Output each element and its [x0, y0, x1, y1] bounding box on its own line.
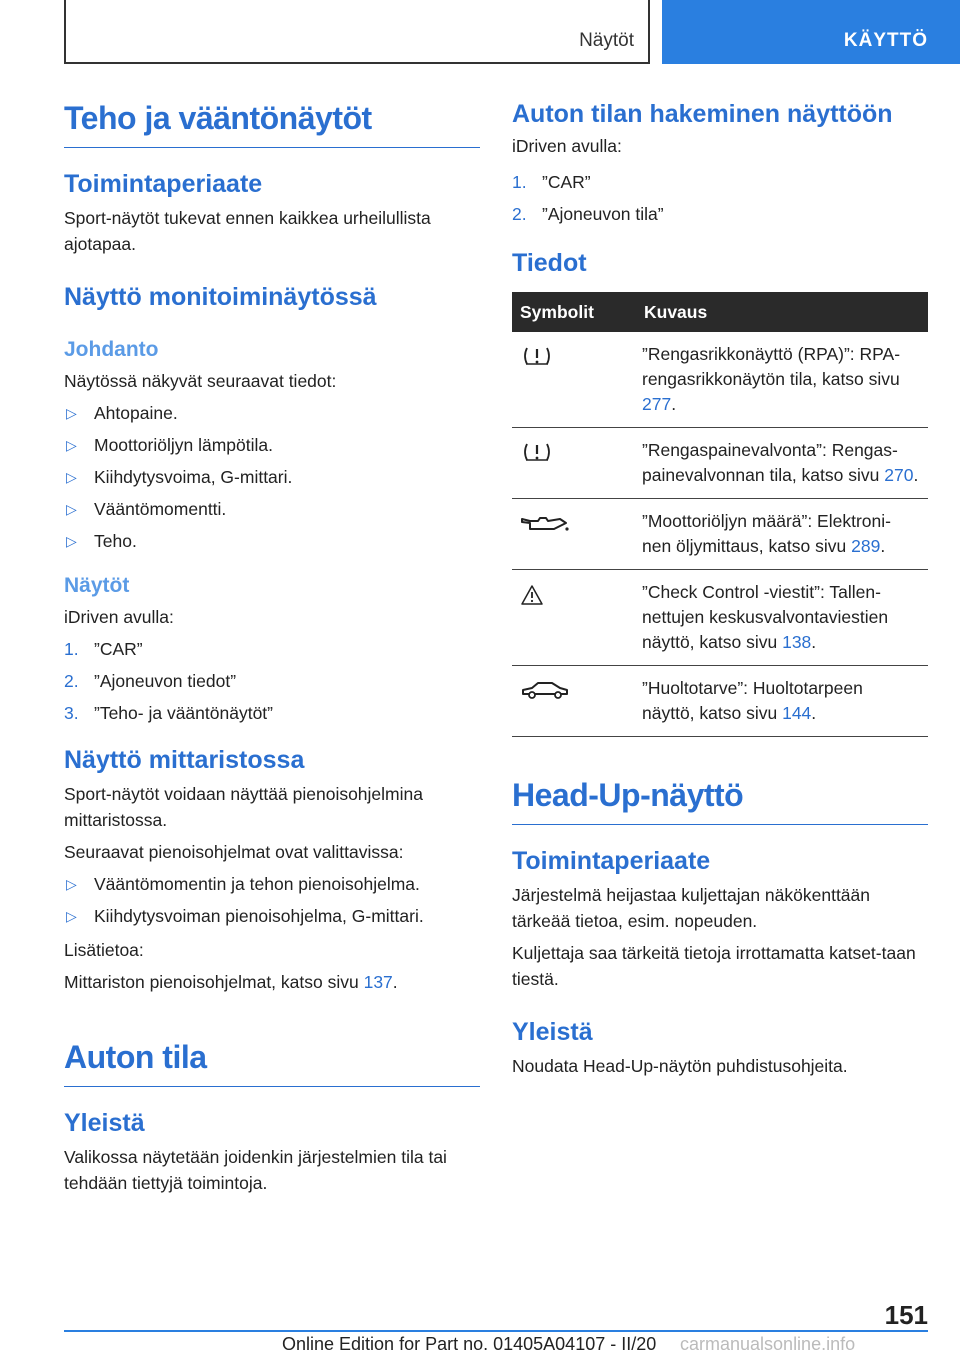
paragraph-lisatietoa: Lisätietoa: [64, 940, 144, 960]
bullet-triangle-icon: ▷ [66, 533, 77, 549]
watermark-text: carmanualsonline.info [680, 1334, 856, 1354]
bullet-triangle-icon: ▷ [66, 405, 77, 421]
heading-toimintaperiaate-hud: Toimintaperiaate [512, 847, 711, 875]
list-item: 3. ”Teho- ja vääntönäytöt” [64, 703, 273, 723]
heading-auton-tila: Auton tila [64, 1039, 480, 1087]
page-link-270[interactable]: 270 [884, 465, 914, 485]
paragraph-mittaristo-2: Seuraavat pienoisohjelmat ovat valittavissa: [64, 842, 404, 862]
heading-hakeminen: Auton tilan hakeminen näyttöön [512, 100, 893, 128]
list-item: 2. ”Ajoneuvon tiedot” [64, 671, 237, 691]
steps-auton-tila [512, 169, 928, 227]
warning-triangle-icon [520, 590, 544, 610]
tire-warning-icon [520, 446, 554, 466]
left-column [64, 100, 480, 1202]
list-item: 1. ”CAR” [64, 639, 143, 659]
list-item: ▷ Vääntömomentti. [64, 496, 480, 522]
list-item: 1. ”CAR” [512, 172, 591, 192]
page-link-137[interactable]: 137 [363, 972, 393, 992]
paragraph-idrive: iDriven avulla: [64, 607, 174, 627]
table-row: ”Rengasrikkonäyttö (RPA)”: RPA-rengasrikkonäytön tila, katso sivu 277. [512, 332, 928, 428]
heading-johdanto: Johdanto [64, 338, 159, 361]
list-item: ▷ Kiihdytysvoima, G-mittari. [64, 464, 480, 490]
table-header-symbolit: Symbolit [512, 292, 636, 332]
edition-text: Online Edition for Part no. 01405A04107 - II/20 [282, 1334, 657, 1354]
table-header-kuvaus: Kuvaus [636, 292, 928, 332]
paragraph-johdanto: Näytössä näkyvät seuraavat tiedot: [64, 371, 337, 391]
page-link-144[interactable]: 144 [782, 703, 812, 723]
paragraph-hud-2: Kuljettaja saa tärkeitä tietoja irrottamatta katset-taan tiestä. [512, 943, 916, 989]
paragraph-yleista: Valikossa näytetään joidenkin järjestelmien tila tai tehdään tiettyjä toimintoja. [64, 1147, 447, 1193]
heading-yleista-hud: Yleistä [512, 1018, 593, 1046]
page-link-277[interactable]: 277 [642, 394, 672, 414]
car-service-icon [520, 684, 570, 704]
list-monitoimi-tiedot [64, 400, 480, 554]
list-item: ▷ Ahtopaine. [64, 400, 480, 426]
bullet-triangle-icon: ▷ [66, 908, 77, 924]
bullet-triangle-icon: ▷ [66, 501, 77, 517]
paragraph-hud-3: Noudata Head-Up-näytön puhdistusohjeita. [512, 1056, 848, 1076]
right-column [512, 100, 928, 1085]
symbol-table [512, 292, 928, 737]
page-link-138[interactable]: 138 [782, 632, 812, 652]
paragraph-hud-1: Järjestelmä heijastaa kuljettajan näkökenttään tärkeää tietoa, esim. nopeuden. [512, 885, 870, 931]
list-item: ▷ Teho. [64, 528, 480, 554]
list-item: ▷ Kiihdytysvoiman pienoisohjelma, G-mittari. [64, 903, 480, 929]
tire-warning-icon [520, 350, 554, 370]
list-item: ▷ Vääntömomentin ja tehon pienoisohjelma. [64, 871, 480, 897]
heading-toimintaperiaate: Toimintaperiaate [64, 170, 263, 198]
list-pienoisohjelmat [64, 871, 480, 929]
bullet-triangle-icon: ▷ [66, 469, 77, 485]
heading-mittaristo: Näyttö mittaristossa [64, 746, 305, 774]
section-tab-label: Näytöt [579, 30, 634, 51]
heading-naytot: Näytöt [64, 574, 130, 597]
table-row: ”Moottoriöljyn määrä”: Elektroni-nen öljymittaus, katso sivu 289. [512, 499, 928, 570]
bullet-triangle-icon: ▷ [66, 876, 77, 892]
heading-teho: Teho ja vääntönäytöt [64, 100, 480, 148]
footer-rule [64, 1330, 928, 1332]
steps-naytot [64, 636, 480, 726]
bullet-triangle-icon: ▷ [66, 437, 77, 453]
heading-monitoiminaytto: Näyttö monitoiminäytössä [64, 283, 377, 311]
heading-head-up: Head-Up-näyttö [512, 777, 928, 825]
table-row: ”Check Control -viestit”: Tallen-nettujen keskusvalvontaviestien näyttö, katso sivu 138. [512, 570, 928, 666]
heading-yleista: Yleistä [64, 1109, 145, 1137]
paragraph-mittaristo-1: Sport-näytöt voidaan näyttää pienoisohjelmina mittaristossa. [64, 784, 423, 830]
chapter-tab [662, 0, 960, 64]
table-row: ”Rengaspainevalvonta”: Rengas-painevalvonnan tila, katso sivu 270. [512, 428, 928, 499]
list-item: ▷ Moottoriöljyn lämpötila. [64, 432, 480, 458]
page-number: 151 [884, 1300, 928, 1330]
section-tab [64, 0, 650, 64]
list-item: 2. ”Ajoneuvon tila” [512, 204, 664, 224]
paragraph-toimintaperiaate: Sport-näytöt tukevat ennen kaikkea urheilullista ajotapaa. [64, 208, 431, 254]
paragraph-idrive-right: iDriven avulla: [512, 136, 622, 156]
chapter-tab-label: KÄYTTÖ [843, 30, 928, 51]
table-row: ”Huoltotarve”: Huoltotarpeen näyttö, katso sivu 144. [512, 666, 928, 737]
oil-can-icon [520, 517, 570, 537]
heading-tiedot: Tiedot [512, 249, 587, 277]
page-link-289[interactable]: 289 [851, 536, 881, 556]
paragraph-mittaristo-3: Mittariston pienoisohjelmat, katso sivu 137. [64, 972, 398, 992]
